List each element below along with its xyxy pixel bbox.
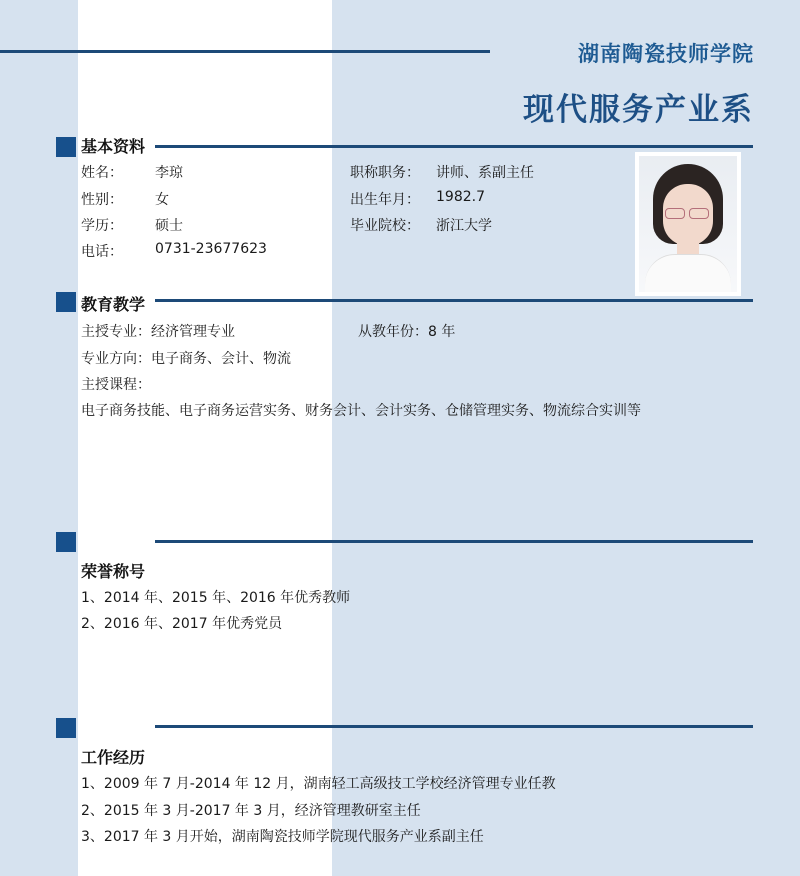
header-rule	[0, 50, 490, 53]
teaching-years-text: 从教年份：8 年	[358, 324, 456, 340]
school-value: 浙江大学	[436, 218, 492, 234]
courses-label: 主授课程：	[81, 377, 151, 393]
section-rule-teaching	[155, 299, 753, 302]
section-rule-honors	[155, 540, 753, 543]
section-marker-basic	[56, 137, 76, 157]
section-title-teaching: 教育教学	[81, 295, 146, 314]
section-marker-honors	[56, 532, 76, 552]
gender-value: 女	[155, 192, 169, 208]
section-title-honors: 荣誉称号	[81, 562, 146, 581]
gender-label: 性别：	[81, 192, 123, 208]
position-label: 职称职务：	[350, 165, 420, 181]
section-marker-teaching	[56, 292, 76, 312]
education-label: 学历：	[81, 218, 123, 234]
work-item: 2、2015 年 3 月-2017 年 3 月，经济管理教研室主任	[81, 803, 421, 819]
college-name: 湖南陶瓷技师学院	[578, 42, 754, 66]
section-rule-work	[155, 725, 753, 728]
birth-label: 出生年月：	[350, 192, 420, 208]
profile-photo	[635, 152, 741, 296]
position-value: 讲师、系副主任	[436, 165, 534, 181]
work-item: 3、2017 年 3 月开始，湖南陶瓷技师学院现代服务产业系副主任	[81, 829, 484, 845]
work-item: 1、2009 年 7 月-2014 年 12 月，湖南轻工高级技工学校经济管理专业任教	[81, 776, 556, 792]
courses-text: 电子商务技能、电子商务运营实务、财务会计、会计实务、仓储管理实务、物流综合实训等	[81, 403, 641, 419]
phone-value: 0731-23677623	[155, 241, 267, 257]
birth-value: 1982.7	[436, 189, 485, 205]
department-title: 现代服务产业系	[523, 92, 754, 128]
section-rule-basic	[155, 145, 753, 148]
left-strip	[0, 0, 78, 876]
honor-item: 1、2014 年、2015 年、2016 年优秀教师	[81, 590, 351, 606]
school-label: 毕业院校：	[350, 218, 420, 234]
education-value: 硕士	[155, 218, 183, 234]
honor-item: 2、2016 年、2017 年优秀党员	[81, 616, 283, 632]
major-text: 主授专业：经济管理专业	[81, 324, 235, 340]
section-title-work: 工作经历	[81, 748, 146, 767]
section-title-basic: 基本资料	[81, 137, 146, 156]
name-value: 李琼	[155, 165, 183, 181]
phone-label: 电话：	[81, 244, 123, 260]
section-marker-work	[56, 718, 76, 738]
direction-text: 专业方向：电子商务、会计、物流	[81, 351, 291, 367]
name-label: 姓名：	[81, 165, 123, 181]
